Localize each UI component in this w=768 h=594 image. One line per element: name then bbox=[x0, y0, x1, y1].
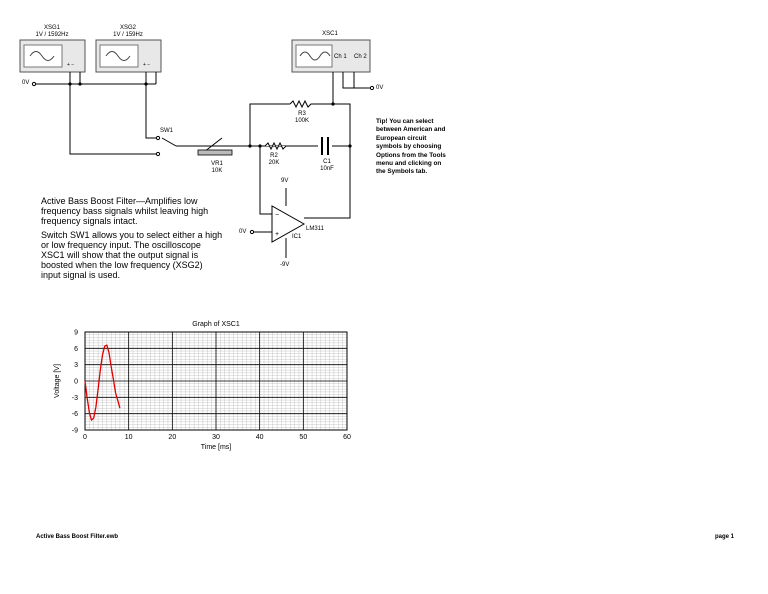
chart-title: Graph of XSC1 bbox=[192, 321, 240, 328]
description bbox=[41, 196, 223, 280]
vpos-label: 9V bbox=[281, 178, 289, 184]
x-tick-label: 40 bbox=[255, 434, 264, 441]
opamp-ref-label: IC1 bbox=[292, 234, 302, 240]
r3-resistor bbox=[290, 101, 316, 107]
y-axis-label: Voltage [V] bbox=[54, 364, 61, 398]
svg-text:+ −: + − bbox=[67, 62, 75, 68]
xsg1-spec: 1V / 1592Hz bbox=[35, 32, 69, 38]
y-tick-label: 0 bbox=[74, 378, 78, 386]
xsg2-spec: 1V / 159Hz bbox=[113, 32, 143, 38]
sw1-label: SW1 bbox=[160, 128, 174, 134]
footer-page: page 1 bbox=[714, 534, 734, 540]
svg-text:−: − bbox=[275, 212, 280, 219]
x-tick-label: 30 bbox=[212, 434, 220, 441]
y-tick-label: 6 bbox=[74, 345, 78, 353]
tip-text: Tip! You can select between American and European circuit symbols by choosing Options from the Tools menu and clicking on the Symbols tab. bbox=[376, 118, 446, 176]
r2-resistor bbox=[265, 143, 286, 149]
xsg2-label: XSG2 bbox=[119, 25, 136, 31]
xsg1-label: XSG1 bbox=[43, 25, 60, 31]
y-tick-label: 9 bbox=[74, 329, 78, 337]
c1-capacitor bbox=[318, 137, 332, 155]
x-tick-label: 0 bbox=[83, 434, 87, 441]
xsc1-ch1-label: Ch 1 bbox=[334, 54, 347, 60]
x-tick-label: 10 bbox=[124, 434, 133, 441]
svg-text:+ −: + − bbox=[143, 62, 151, 68]
description-para2: Switch SW1 allows you to select either a high or low frequency input. The oscilloscope XSC1 will show that the output signal is boosted when the low frequency (XSG2) input signal is used. bbox=[41, 230, 223, 280]
y-tick-label: 3 bbox=[74, 362, 78, 370]
x-tick-label: 20 bbox=[168, 434, 177, 441]
opamp-model-label: LM311 bbox=[306, 226, 324, 232]
vr1-resistor bbox=[198, 150, 232, 155]
description-para1: Active Bass Boost Filter—Amplifies low frequency bass signals whilst leaving high frequency signals intact. bbox=[41, 196, 209, 226]
x-tick-label: 50 bbox=[299, 434, 308, 441]
ground-right-label: 0V bbox=[376, 85, 384, 91]
x-axis-label: Time [ms] bbox=[200, 444, 232, 451]
r3-label: R3 bbox=[298, 111, 306, 117]
ground-opamp-label: 0V bbox=[239, 229, 247, 235]
x-tick-label: 60 bbox=[343, 434, 351, 441]
r2-label: R2 bbox=[270, 153, 278, 159]
footer-filename: Active Bass Boost Filter.ewb bbox=[36, 534, 119, 540]
svg-text:+: + bbox=[275, 231, 280, 238]
r2-value: 20K bbox=[268, 160, 280, 166]
vr1-value: 10K bbox=[211, 168, 223, 174]
r3-value: 100K bbox=[294, 118, 309, 124]
y-tick-label: -9 bbox=[71, 427, 78, 435]
xsc1-label: XSC1 bbox=[322, 31, 338, 37]
vneg-label: -9V bbox=[280, 262, 290, 268]
xsc1-ch2-label: Ch 2 bbox=[354, 54, 367, 60]
c1-value: 10nF bbox=[320, 166, 334, 172]
c1-label: C1 bbox=[323, 159, 331, 165]
ground-left-label: 0V bbox=[22, 80, 30, 86]
y-tick-label: -3 bbox=[71, 394, 78, 402]
y-tick-label: -6 bbox=[71, 411, 78, 419]
xsc1-graph bbox=[30, 312, 370, 462]
vr1-label: VR1 bbox=[211, 161, 223, 167]
